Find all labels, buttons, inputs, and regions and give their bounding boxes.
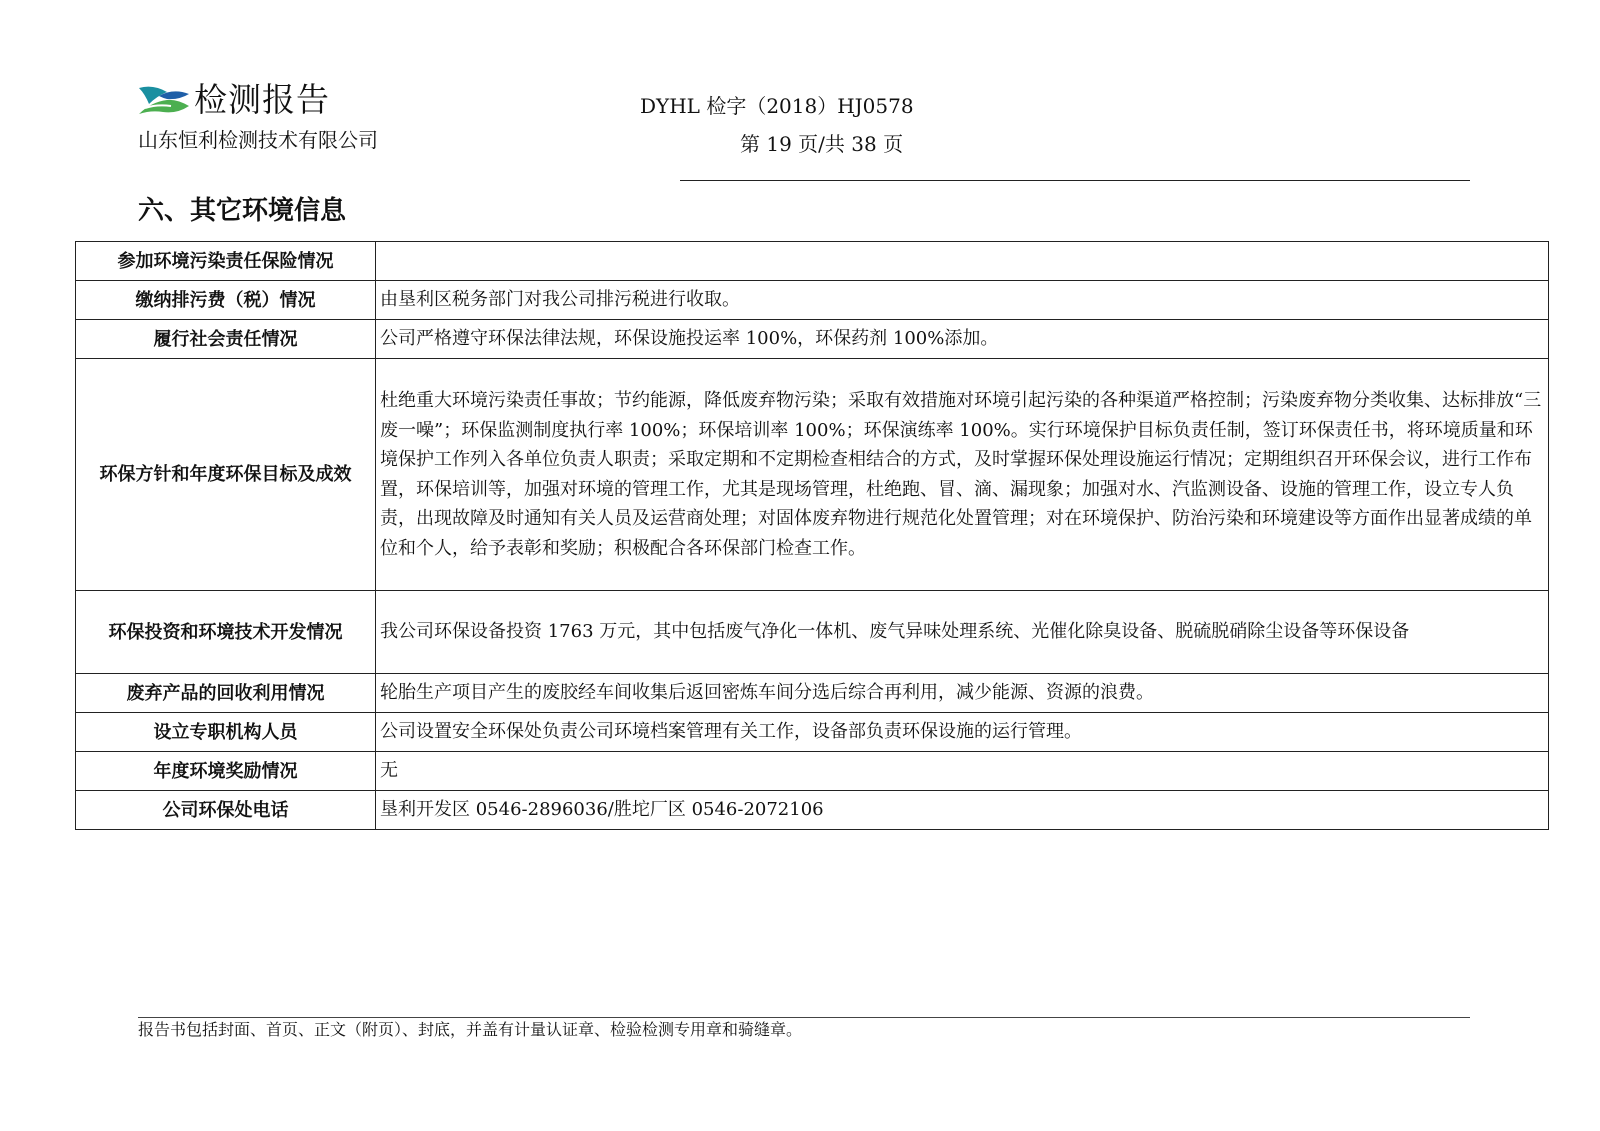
row-value: 由垦利区税务部门对我公司排污税进行收取。 [376,281,1549,320]
row-label: 设立专职机构人员 [76,713,376,752]
table-row [76,713,1549,752]
row-label: 公司环保处电话 [76,791,376,830]
row-value: 我公司环保设备投资 1763 万元，其中包括废气净化一体机、废气异味处理系统、光催化除臭设备、脱硫脱硝除尘设备等环保设备 [376,591,1549,674]
table-row [76,674,1549,713]
row-value [376,242,1549,281]
row-value: 公司严格遵守环保法律法规，环保设施投运率 100%，环保药剂 100%添加。 [376,320,1549,359]
row-label: 废弃产品的回收利用情况 [76,674,376,713]
row-label: 参加环境污染责任保险情况 [76,242,376,281]
row-label: 年度环境奖励情况 [76,752,376,791]
environment-info-table [75,241,1549,830]
table-row [76,359,1549,591]
row-label: 环保投资和环境技术开发情况 [76,591,376,674]
company-logo-icon [137,84,191,116]
footer-note: 报告书包括封面、首页、正文（附页）、封底，并盖有计量认证章、检验检测专用章和骑缝章。 [138,1020,803,1039]
row-value: 无 [376,752,1549,791]
table-row [76,752,1549,791]
row-value: 轮胎生产项目产生的废胶经车间收集后返回密炼车间分选后综合再利用，减少能源、资源的浪费。 [376,674,1549,713]
row-label: 履行社会责任情况 [76,320,376,359]
table-row [76,791,1549,830]
section-title: 六、其它环境信息 [138,196,347,226]
row-value: 公司设置安全环保处负责公司环境档案管理有关工作，设备部负责环保设施的运行管理。 [376,713,1549,752]
row-label: 缴纳排污费（税）情况 [76,281,376,320]
table-row [76,591,1549,674]
row-label: 环保方针和年度环保目标及成效 [76,359,376,591]
row-value: 杜绝重大环境污染责任事故；节约能源，降低废弃物污染；采取有效措施对环境引起污染的各种渠道严格控制；污染废弃物分类收集、达标排放“三废一噪”；环保监测制度执行率 100%；环保培训率 100%；环保演练率 100%。实行环境保护目标负责任制，签订环保责任书，将环境质量和环境保护工作列入各单位负责人职责；采取定期和不定期检查相结合的方式，及时掌握环保处理设施运行情况；定期组织召开环保会议，进行工作布置，环保培训等，加强对环境的管理工作，尤其是现场管理，杜绝跑、冒、滴、漏现象；加强对水、汽监测设备、设施的管理工作，设立专人负责，出现故障及时通知有关人员及运营商处理；对固体废弃物进行规范化处置管理；对在环境保护、防治污染和环境建设等方面作出显著成绩的单位和个人，给予表彰和奖励；积极配合各环保部门检查工作。 [376,359,1549,591]
table-row [76,320,1549,359]
table-row [76,242,1549,281]
report-number: DYHL 检字（2018）HJ0578 [640,94,914,118]
page-indicator: 第 19 页/共 38 页 [740,132,904,156]
row-value: 垦利开发区 0546-2896036/胜坨厂区 0546-2072106 [376,791,1549,830]
footer-divider [138,1017,1470,1018]
company-name: 山东恒利检测技术有限公司 [138,128,378,152]
table-row [76,281,1549,320]
header-divider [680,180,1470,181]
brand-title: 检测报告 [194,80,330,119]
